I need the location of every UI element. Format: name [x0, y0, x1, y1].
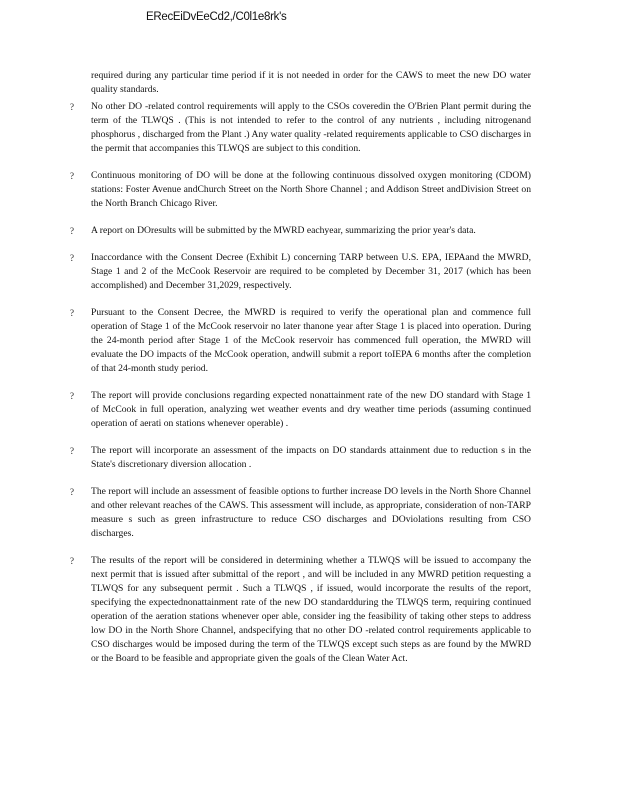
bullet-marker: ?	[70, 556, 74, 566]
condition-text: Pursuant to the Consent Decree, the MWRD is required to verify the operational plan and commence full operation of Stage 1 of the McCook reservoir no later thanone year after Stage 1 is placed into operation. During the 24-month period after Stage 1 of the McCook reservoir has commenced full operation, the MWRD will evaluate the DO impacts of the McCook operation, andwill submit a report toIEPA 6 months after the completion of that 24-month study period.	[91, 307, 531, 374]
condition-item	[70, 306, 531, 376]
condition-text: A report on DOresults will be submitted by the MWRD eachyear, summarizing the prior year's data.	[91, 225, 476, 236]
condition-text: Inaccordance with the Consent Decree (Exhibit L) concerning TARP between U.S. EPA, IEPAand the MWRD, Stage 1 and 2 of the McCook Reservoir are required to be completed by December 31, 2017 (which has been accomplished) and December 31,2029, respectively.	[91, 252, 531, 291]
condition-item	[70, 554, 531, 666]
bullet-marker: ?	[70, 226, 74, 236]
bullet-marker: ?	[70, 102, 74, 112]
bullet-marker: ?	[70, 391, 74, 401]
condition-text: The report will include an assessment of feasible options to further increase DO levels in the North Shore Channel and other relevant reaches of the CAWS. This assessment will include, as appropriate, consideration of non-TARP measure s such as green infrastructure to reduce CSO discharges and DOviolations resulting from CSO discharges.	[91, 486, 531, 539]
condition-item	[70, 485, 531, 541]
condition-text: The report will incorporate an assessment of the impacts on DO standards attainment due to reduction s in the State's discretionary diversion allocation .	[91, 445, 531, 470]
condition-item	[70, 100, 531, 156]
clerk-received-stamp: ERecEiDvEeCd2,/C0l1e8rk's	[146, 11, 287, 23]
condition-text: The results of the report will be considered in determining whether a TLWQS will be issued to accompany the next permit that is issued after submittal of the report , and will be included in any MWRD petition requesting a TLWQS for any subsequent permit . Such a TLWQS , if issued, would incorporate the results of the report, specifying the expectednonattainment rate of the new DO standardduring the TLWQS term, requiring continued operation of the aeration stations whenever oper able, consider ing the feasibility of taking other steps to address low DO in the North Shore Channel, andspecifying that no other DO -related control requirements applicable to CSO discharges would be imposed during the term of the TLWQS except such steps as are found by the MWRD or the Board to be feasible and appropriate given the goals of the Clean Water Act.	[91, 555, 531, 664]
condition-item	[70, 169, 531, 211]
condition-list	[70, 100, 531, 679]
condition-item	[70, 389, 531, 431]
bullet-marker: ?	[70, 253, 74, 263]
bullet-marker: ?	[70, 308, 74, 318]
bullet-marker: ?	[70, 446, 74, 456]
condition-text: The report will provide conclusions regarding expected nonattainment rate of the new DO standard with Stage 1 of McCook in full operation, analyzing wet weather events and dry weather time periods (assuming continued operation of aerati on stations whenever operable) .	[91, 390, 531, 429]
condition-item	[70, 224, 531, 238]
bullet-marker: ?	[70, 487, 74, 497]
condition-text: Continuous monitoring of DO will be done at the following continuous dissolved oxygen monitoring (CDOM) stations: Foster Avenue andChurch Street on the North Shore Channel ; and Addison Street andDivision Street on the North Branch Chicago River.	[91, 170, 531, 209]
intro-paragraph: required during any particular time period if it is not needed in order for the CAWS to meet the new DO water quality standards.	[91, 69, 531, 95]
condition-item	[70, 251, 531, 293]
condition-item	[70, 444, 531, 472]
condition-text: No other DO -related control requirements will apply to the CSOs coveredin the O'Brien Plant permit during the term of the TLWQS . (This is not intended to refer to the control of any nutrients , including nitrogenand phosphorus , discharged from the Plant .) Any water quality -related requirements applicable to CSO discharges in the permit that accompanies this TLWQS are subject to this condition.	[91, 101, 531, 154]
bullet-marker: ?	[70, 171, 74, 181]
